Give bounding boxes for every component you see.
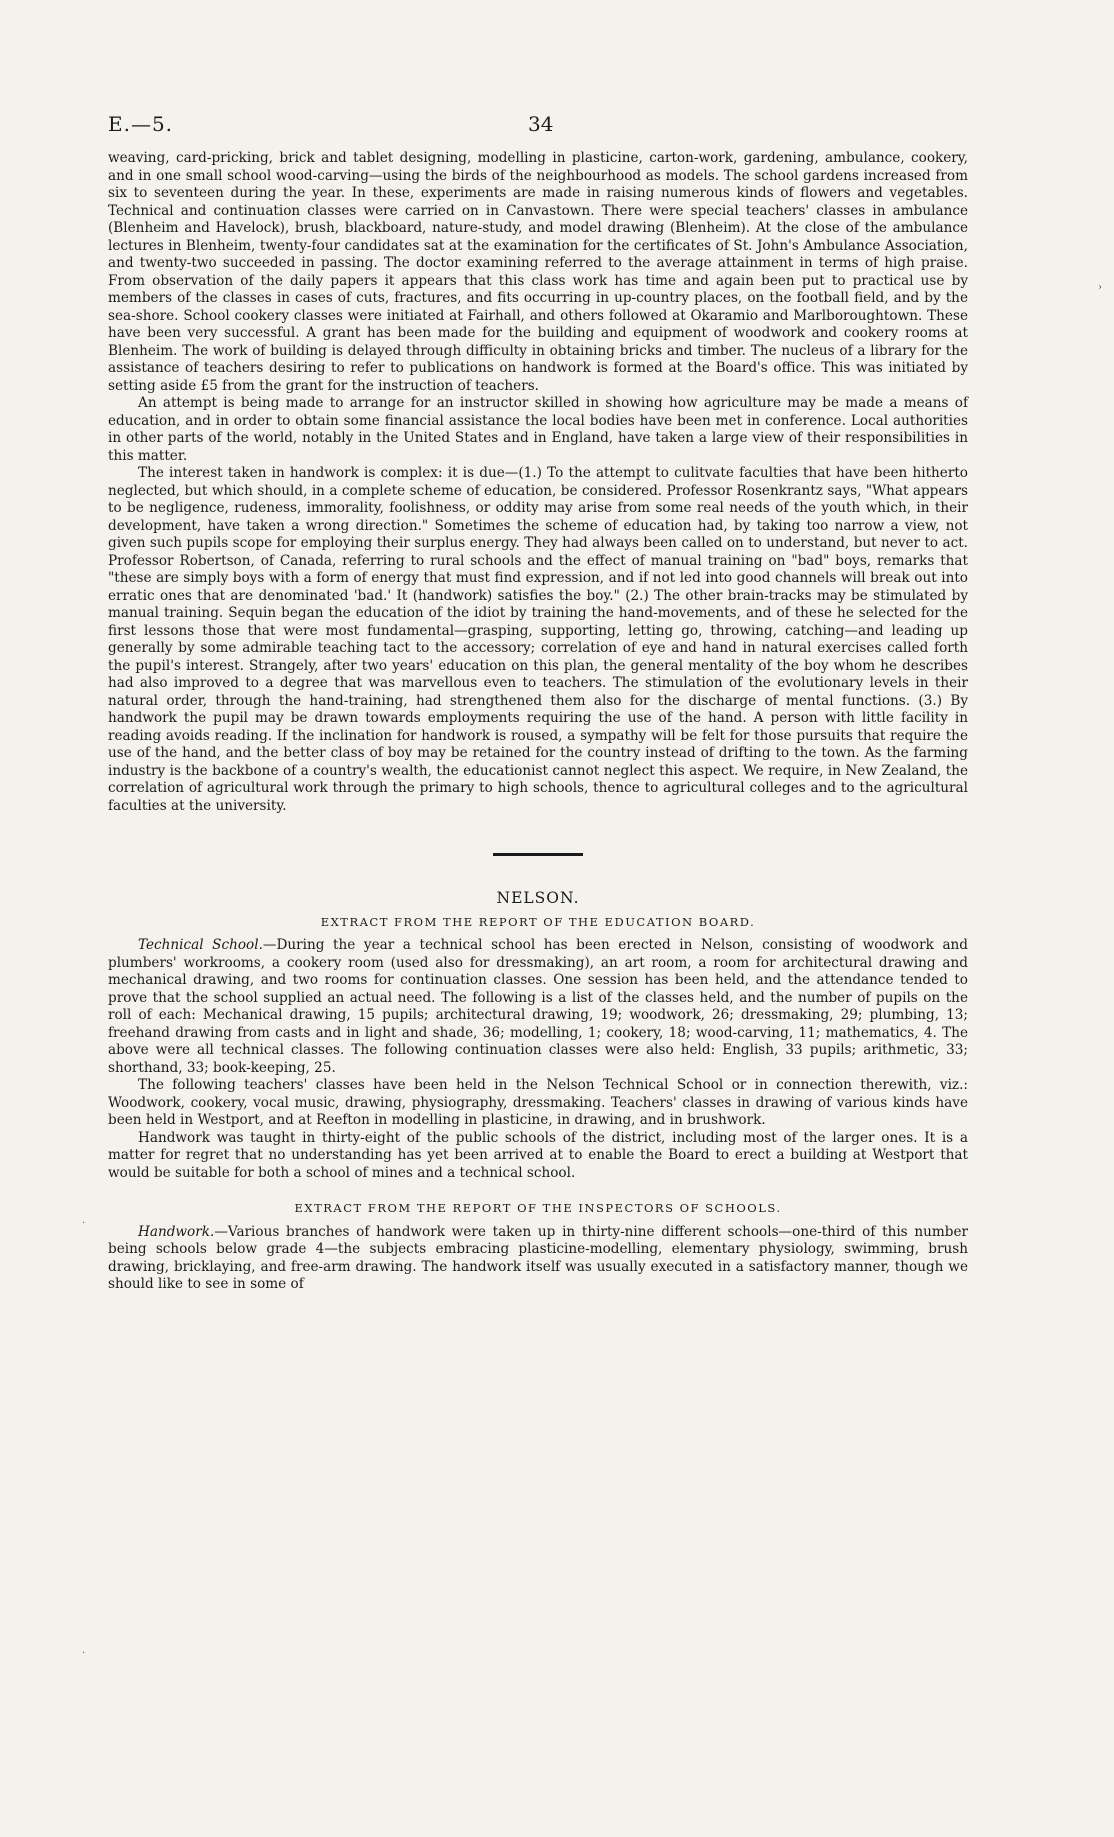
margin-mark: ›: [1098, 282, 1102, 293]
section-title: NELSON.: [496, 889, 580, 907]
page-reference: E.—5.: [108, 112, 174, 136]
body-paragraph: [108, 1224, 968, 1294]
paragraph-text: —During the year a technical school has been erected in Nelson, consisting of woodwork and plumbers' workrooms, a cookery room (used also for dressmaking), an art room, a room for architectural drawing and mechanical drawing, and two rooms for continuation classes. One session has been held, and the attendance tended to prove that the school supplied an actual need. The following is a list of the classes held, and the number of pupils on the roll of each: Mechanical drawing, 15 pupils; architectural drawing, 19; woodwork, 26; dressmaking, 29; plumbing, 13; freehand drawing from casts and in light and shade, 36; modelling, 1; cookery, 18; wood-carving, 11; mathematics, 4. The above were all technical classes. The following continuation classes were also held: English, 33 pupils; arithmetic, 33; shorthand, 33; book-keeping, 25.: [108, 937, 968, 1076]
extract-heading: EXTRACT FROM THE REPORT OF THE INSPECTORS OF SCHOOLS.: [294, 1201, 782, 1215]
body-paragraph: An attempt is being made to arrange for an instructor skilled in showing how agriculture may be made a means of education, and in order to obtain some financial assistance the local bodies have been met in conference. Local authorities in other parts of the world, notably in the United States and in England, have taken a large view of their responsibilities in this matter.: [108, 395, 968, 464]
paragraph-text: —Various branches of handwork were taken up in thirty-nine different schools—one-third of this number being schools below grade 4—the subjects embracing plasticine-modelling, elementary physiology, swimming, brush drawing, bricklaying, and free-arm drawing. The handwork itself was usually executed in a satisfactory manner, though we should like to see in some of: [108, 1223, 968, 1292]
body-paragraph: The interest taken in handwork is complex: it is due—(1.) To the attempt to culitvate faculties that have been hitherto neglected, but which should, in a complete scheme of education, be considered. Professor Rosenkrantz says, "What appears to be negligence, rudeness, immorality, foolishness, or oddity may arise from some real needs of the youth which, in their development, have taken a wrong direction." Sometimes the scheme of education had, by taking too narrow a view, not given such pupils scope for employing their surplus energy. They had always been called on to understand, but never to act. Professor Robertson, of Canada, referring to rural schools and the effect of manual training on "bad" boys, remarks that "these are simply boys with a form of energy that must find expression, and if not led into good channels will break out into erratic ones that are denominated 'bad.' It (handwork) satisfies the boy." (2.) The other brain-tracks may be stimulated by manual training. Sequin began the education of the idiot by training the hand-movements, and of these he selected for the first lessons those that were most fundamental—grasping, supporting, letting go, throwing, catching—and leading up generally by some admirable teaching tact to the accessory; correlation of eye and hand in natural exercises called forth the pupil's interest. Strangely, after two years' education on this plan, the general mentality of the boy whom he describes had also improved to a degree that was marvellous even to teachers. The stimulation of the evolutionary levels in their natural order, through the hand-training, had strengthened them also for the discharge of mental functions. (3.) By handwork the pupil may be drawn towards employments requiring the use of the hand. A person with little facility in reading avoids reading. If the inclination for handwork is roused, a sympathy will be felt for those pursuits that require the use of the hand, and the better class of boy may be retained for the country instead of drifting to the town. As the farming industry is the backbone of a country's wealth, the educationist cannot neglect this aspect. We require, in New Zealand, the correlation of agricultural work through the primary to high schools, thence to agricultural colleges and to the agricultural faculties at the university.: [108, 465, 968, 814]
margin-mark: ·: [82, 1218, 86, 1229]
section-divider: [493, 853, 583, 856]
body-paragraph: The following teachers' classes have been held in the Nelson Technical School or in connection therewith, viz.: Woodwork, cookery, vocal music, drawing, physiography, dressmaking. Teachers' classes in drawing of various kinds have been held in Westport, and at Reefton in modelling in plasticine, in drawing, and in brushwork.: [108, 1077, 968, 1128]
body-paragraph: Handwork was taught in thirty-eight of the public schools of the district, including most of the larger ones. It is a matter for regret that no understanding has yet been arrived at to enable the Board to erect a building at Westport that would be suitable for both a school of mines and a technical school.: [108, 1129, 968, 1181]
page-header: [108, 112, 968, 138]
paragraph-lead: Handwork.: [138, 1223, 215, 1240]
extract-heading: EXTRACT FROM THE REPORT OF THE EDUCATION BOARD.: [320, 914, 756, 929]
margin-mark: ·: [82, 1648, 86, 1659]
body-paragraph: [108, 937, 968, 1077]
paragraph-lead: Technical School.: [138, 937, 263, 953]
document-body: [108, 150, 968, 1294]
page-number: 34: [528, 112, 554, 136]
body-paragraph: weaving, card-pricking, brick and tablet designing, modelling in plasticine, carton-work, gardening, ambulance, cookery, and in one small school wood-carving—using the birds of the neighbourhood as models. The school gardens increased from six to seventeen during the year. In these, experiments are made in raising numerous kinds of flowers and vegetables. Technical and continuation classes were carried on in Canvastown. There were special teachers' classes in ambulance (Blenheim and Havelock), brush, blackboard, nature-study, and model drawing (Blenheim). At the close of the ambulance lectures in Blenheim, twenty-four candidates sat at the examination for the certificates of St. John's Ambulance Association, and twenty-two succeeded in passing. The doctor examining referred to the average attainment in terms of high praise. From observation of the daily papers it appears that this class work has time and again been put to practical use by members of the classes in cases of cuts, fractures, and fits occurring in up-country places, on the football field, and by the sea-shore. School cookery classes were initiated at Fairhall, and others followed at Okaramio and Marlboroughtown. These have been very successful. A grant has been made for the building and equipment of woodwork and cookery rooms at Blenheim. The work of building is delayed through difficulty in obtaining bricks and timber. The nucleus of a library for the assistance of teachers desiring to refer to publications on handwork is formed at the Board's office. This was initiated by setting aside £5 from the grant for the instruction of teachers.: [108, 150, 968, 394]
